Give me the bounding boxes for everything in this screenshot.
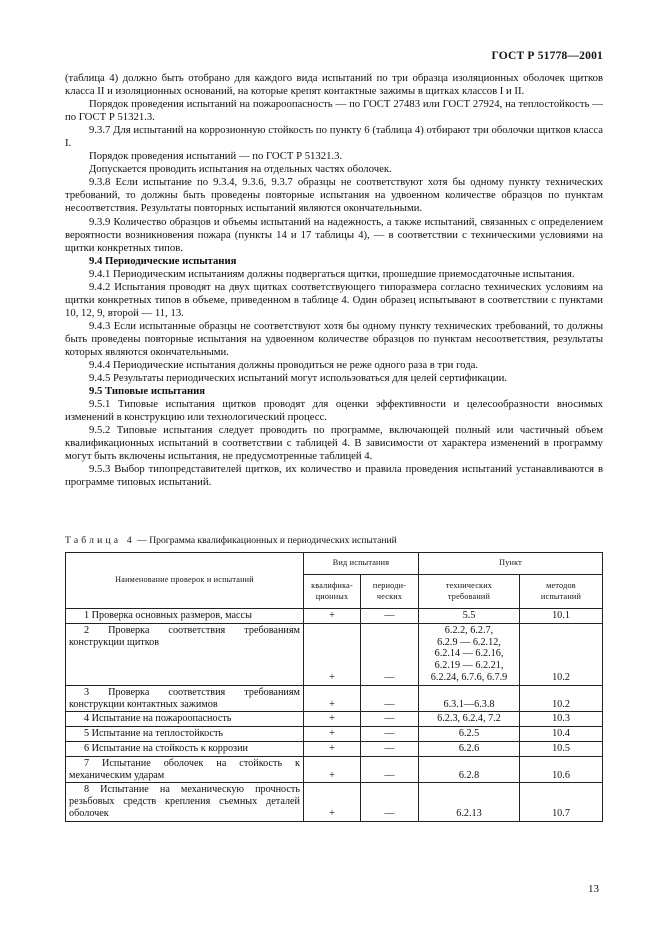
paragraph: 9.5.1 Типовые испытания щитков проводят для оценки эффективности и целесообразности вносимых изменений в конструкцию или технологический процесс.	[65, 398, 603, 424]
table-row	[66, 712, 603, 727]
requirement-ref: 6.2.6	[458, 742, 480, 754]
section-heading: 9.4 Периодические испытания	[89, 254, 237, 267]
paragraph: (таблица 4) должно быть отобрано для каждого вида испытаний по три образца изоляционных оболочек щитков класса II и изоляционных оснований, на которые крепят контактные зажимы в щитках классов I и II.	[65, 72, 603, 98]
cell-periodic: —	[361, 609, 419, 624]
table-caption	[65, 535, 397, 546]
cell-test-method: 10.5	[520, 741, 603, 756]
paragraph: Порядок проведения испытаний — по ГОСТ Р 51321.3.	[89, 150, 343, 163]
requirement-ref: 6.2.24, 6.7.6, 6.7.9	[430, 671, 508, 683]
header-qualification: квалифика- ционных	[304, 575, 361, 609]
cell-test-method: 10.3	[520, 712, 603, 727]
cell-test-method: 10.1	[520, 609, 603, 624]
paragraph: 9.4.3 Если испытанные образцы не соответствуют хотя бы одному пункту технических требований, то должны быть проведены повторные испытания на удвоенном количестве образцов по пунктам несоответствия, результаты которых являются окончательными.	[65, 319, 603, 358]
paragraph: 9.3.9 Количество образцов и объемы испытаний на надежность, а также испытаний, связанных с определением вероятности возникновения пожара (пункты 14 и 17 таблицы 4), — в соответствии с техническими условиями на щитки конкретных типов.	[65, 215, 603, 254]
header-periodic: периоди- ческих	[361, 575, 419, 609]
cell-qualification: +	[304, 623, 361, 685]
cell-test-name: 6 Испытание на стойкость к коррозии	[66, 741, 304, 756]
cell-technical-requirements	[419, 712, 520, 727]
cell-test-name: 8 Испытание на механическую прочность резьбовых средств крепления съемных деталей оболочек	[66, 783, 304, 821]
paragraph: 9.5.3 Выбор типопредставителей щитков, их количество и правила проведения испытаний устанавливаются в программе типовых испытаний.	[65, 463, 603, 489]
cell-test-name: 5 Испытание на теплостойкость	[66, 727, 304, 742]
cell-test-name: 1 Проверка основных размеров, массы	[66, 609, 304, 624]
cell-periodic: —	[361, 623, 419, 685]
cell-test-name: 4 Испытание на пожароопасность	[66, 712, 304, 727]
table-row	[66, 609, 603, 624]
cell-technical-requirements	[419, 685, 520, 712]
table-caption-prefix: Таблица 4	[65, 535, 135, 546]
cell-technical-requirements	[419, 783, 520, 821]
document-code: ГОСТ Р 51778—2001	[491, 50, 603, 62]
requirement-ref: 5.5	[462, 610, 476, 621]
cell-test-method: 10.2	[520, 685, 603, 712]
cell-periodic: —	[361, 727, 419, 742]
cell-periodic: —	[361, 685, 419, 712]
requirement-ref: 6.2.19 — 6.2.21,	[434, 660, 504, 672]
cell-periodic: —	[361, 741, 419, 756]
cell-test-name: 7 Испытание оболочек на стойкость к механическим ударам	[66, 756, 304, 783]
paragraph: 9.3.8 Если испытание по 9.3.4, 9.3.6, 9.3.7 образцы не соответствуют хотя бы одному пункту технических требований, то должны быть проведены повторные испытания на удвоенном количестве образцов по пунктам несоответствия. Результаты повторных испытаний являются окончательными.	[65, 176, 603, 215]
cell-qualification: +	[304, 712, 361, 727]
table-row	[66, 623, 603, 685]
cell-periodic: —	[361, 783, 419, 821]
header-technical-requirements: технических требований	[419, 575, 520, 609]
paragraph: 9.4.1 Периодическим испытаниям должны подвергаться щитки, прошедшие приемосдаточные испытания.	[89, 267, 575, 280]
cell-qualification: +	[304, 685, 361, 712]
requirement-ref: 6.2.5	[458, 728, 480, 740]
table-test-program	[65, 552, 603, 822]
table-caption-text: — Программа квалификационных и периодических испытаний	[134, 535, 397, 546]
paragraph: 9.5.2 Типовые испытания следует проводить по программе, включающей полный или частичный объем квалификационных испытаний в соответствии с таблицей 4. В зависимости от характера изменений в программу могут быть включены испытания, не предусмотренные таблицей 4.	[65, 424, 603, 463]
table-row	[66, 741, 603, 756]
table-row	[66, 756, 603, 783]
header-name: Наименование проверок и испытаний	[66, 553, 304, 609]
requirement-ref: 6.2.8	[458, 769, 480, 781]
cell-technical-requirements	[419, 623, 520, 685]
cell-test-method: 10.2	[520, 623, 603, 685]
section-heading: 9.5 Типовые испытания	[89, 385, 206, 398]
paragraph: 9.3.7 Для испытаний на коррозионную стойкость по пункту 6 (таблица 4) отбирают три оболочки щитков класса I.	[65, 124, 603, 150]
table-row	[66, 783, 603, 821]
cell-periodic: —	[361, 712, 419, 727]
paragraph: Порядок проведения испытаний на пожароопасность — по ГОСТ 27483 или ГОСТ 27924, на теплостойкость — по ГОСТ Р 51321.3.	[65, 98, 603, 124]
paragraph: 9.4.5 Результаты периодических испытаний могут использоваться для целей сертификации.	[89, 372, 507, 385]
cell-qualification: +	[304, 609, 361, 624]
paragraph: Допускается проводить испытания на отдельных частях оболочек.	[89, 163, 392, 176]
cell-qualification: +	[304, 783, 361, 821]
cell-qualification: +	[304, 727, 361, 742]
table-row	[66, 727, 603, 742]
cell-technical-requirements	[419, 756, 520, 783]
page-number: 13	[588, 883, 599, 895]
header-test-type: Вид испытания	[304, 553, 419, 575]
requirement-ref: 6.2.14 — 6.2.16,	[434, 648, 504, 660]
cell-technical-requirements	[419, 741, 520, 756]
cell-test-method: 10.7	[520, 783, 603, 821]
cell-test-method: 10.4	[520, 727, 603, 742]
cell-technical-requirements	[419, 727, 520, 742]
requirement-ref: 6.2.3, 6.2.4, 7.2	[437, 713, 501, 725]
requirement-ref: 6.2.9 — 6.2.12,	[437, 636, 501, 648]
table-row	[66, 685, 603, 712]
cell-test-name: 3 Проверка соответствия требованиям конструкции контактных зажимов	[66, 685, 304, 712]
paragraph: 9.4.4 Периодические испытания должны проводиться не реже одного раза в три года.	[89, 359, 479, 372]
header-test-methods: методов испытаний	[520, 575, 603, 609]
requirement-ref: 6.3.1—6.3.8	[443, 698, 495, 710]
requirement-ref: 6.2.13	[456, 807, 482, 819]
cell-technical-requirements	[419, 609, 520, 624]
cell-test-name: 2 Проверка соответствия требованиям конструкции щитков	[66, 623, 304, 685]
cell-qualification: +	[304, 741, 361, 756]
cell-test-method: 10.6	[520, 756, 603, 783]
requirement-ref: 6.2.2, 6.2.7,	[444, 624, 494, 636]
cell-periodic: —	[361, 756, 419, 783]
paragraph: 9.4.2 Испытания проводят на двух щитках соответствующего типоразмера согласно технических условиям на щитки конкретных типов в объеме, приведенном в таблице 4. Один образец испытывают в соответствии с пунктами 10, 12, 9, второй — 11, 13.	[65, 280, 603, 319]
cell-qualification: +	[304, 756, 361, 783]
header-clause: Пункт	[419, 553, 603, 575]
body-text	[65, 72, 603, 490]
